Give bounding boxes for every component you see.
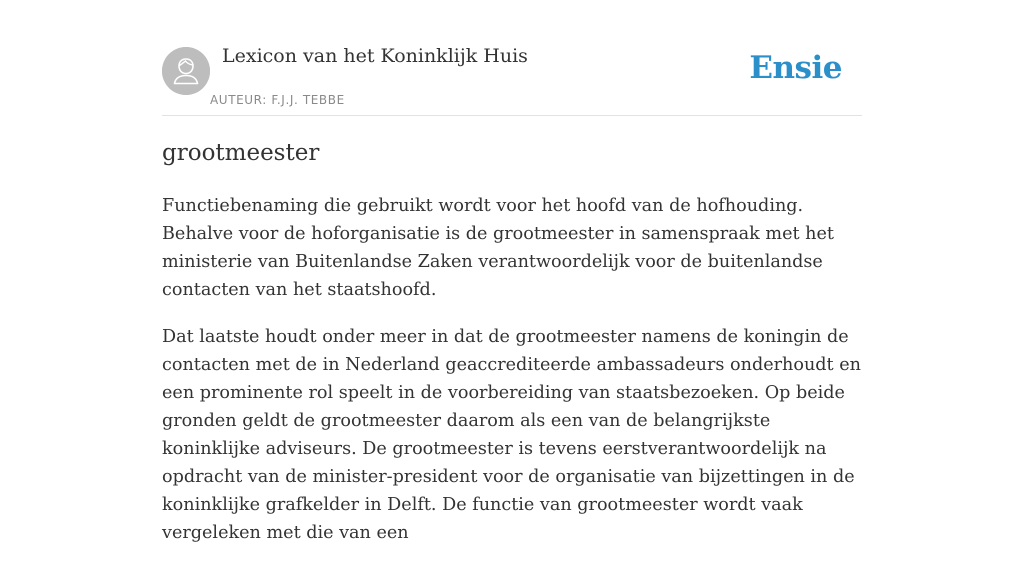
book-title-link[interactable]: Lexicon van het Koninklijk Huis — [222, 45, 528, 67]
ensie-logo[interactable]: Ensie — [749, 50, 842, 86]
article-body — [162, 192, 864, 566]
entry-page — [162, 0, 862, 543]
user-silhouette-icon — [162, 47, 210, 95]
page-header — [162, 0, 862, 116]
article-paragraph: Dat laatste houdt onder meer in dat de grootmeester namens de koningin de contacten met de in Nederland geaccrediteerde ambassadeurs onderhoudt en een prominente rol speelt in de voorbereiding van staatsbezoeken. Op beide gronden geldt de grootmeester daarom als een van de belangrijkste koninklijke adviseurs. De grootmeester is tevens eerstverantwoordelijk na opdracht van de minister-president voor de organisatie van bijzettingen in de koninklijke grafkelder in Delft. De functie van grootmeester wordt vaak vergeleken met die van een — [162, 327, 861, 543]
author-avatar[interactable] — [162, 47, 210, 95]
author-line[interactable]: AUTEUR: F.J.J. TEBBE — [210, 93, 345, 107]
entry-title: grootmeester — [162, 140, 320, 166]
article-paragraph: Functiebenaming die gebruikt wordt voor het hoofd van de hofhouding. Behalve voor de hoforganisatie is de grootmeester in samenspraak met het ministerie van Buitenlandse Zaken verantwoordelijk voor de buitenlandse contacten van het staatshoofd. — [162, 196, 834, 300]
